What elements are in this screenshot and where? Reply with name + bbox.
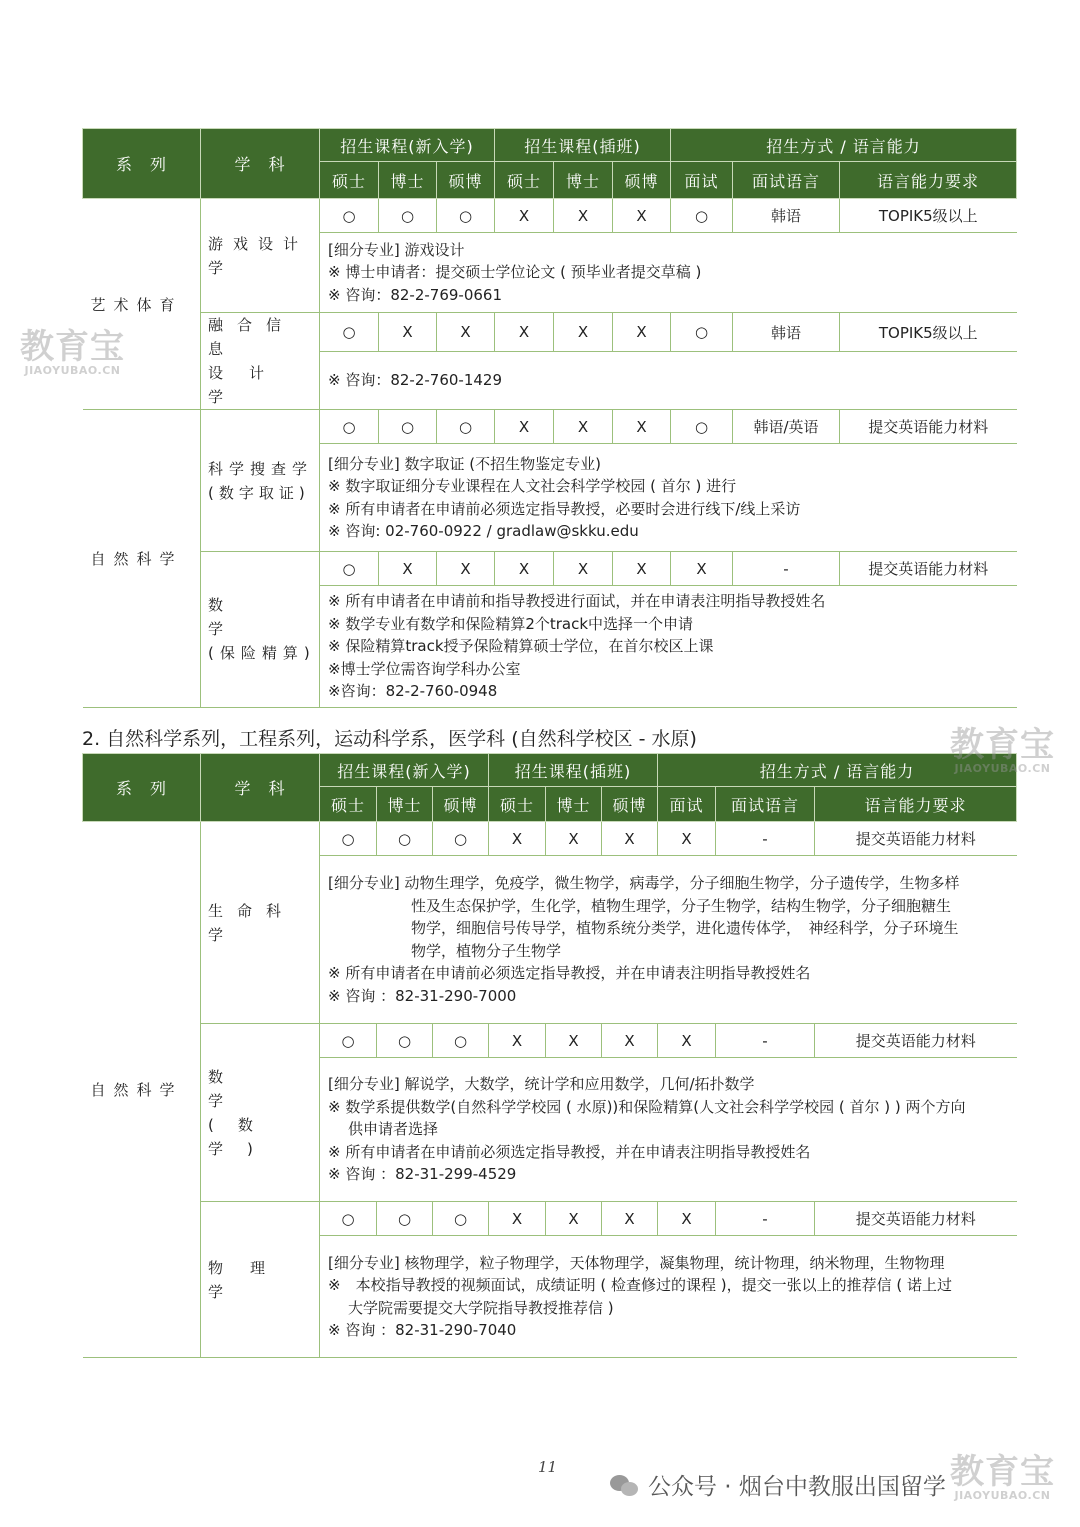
header-transfer-group: 招生课程(插班)	[495, 129, 671, 162]
series-cell: 艺术体育	[83, 199, 201, 410]
mark-cell: ○	[320, 822, 377, 856]
mark-cell: ○	[433, 1202, 489, 1236]
footer	[610, 1468, 946, 1501]
req-cell: 提交英语能力材料	[815, 822, 1017, 856]
mark-cell: X	[613, 313, 671, 352]
mark-cell: ○	[437, 410, 495, 444]
table-row	[83, 199, 1017, 233]
mark-cell: ○	[671, 313, 733, 352]
mark-cell: X	[546, 1024, 602, 1058]
mark-cell: ○	[437, 199, 495, 233]
req-cell: TOPIK5级以上	[840, 199, 1017, 233]
mark-cell: X	[489, 822, 546, 856]
header-combined: 硕博	[602, 787, 658, 822]
mark-cell: ○	[671, 199, 733, 233]
mark-cell: X	[437, 552, 495, 586]
subject-cell: 数学 (保险精算)	[201, 552, 320, 708]
lang-cell: 韩语/英语	[733, 410, 840, 444]
req-cell: 提交英语能力材料	[840, 552, 1017, 586]
notes-cell: [细分专业] 核物理学，粒子物理学，天体物理学，凝集物理，统计物理，纳米物理，生物物理 ※ 本校指导教授的视频面试，成绩证明 ( 检查修过的课程 )，提交一张以上的推荐信 ( 诺上过 大学院需要提交大学院指导教授推荐信 ) ※ 咨询 ：82-31-290-7040	[320, 1236, 1017, 1358]
table-section1	[82, 128, 1017, 708]
wechat-icon	[610, 1473, 640, 1497]
page-number: 11	[538, 1458, 558, 1476]
notes-cell: ※ 所有申请者在申请前和指导教授进行面试，并在申请表注明指导教授姓名 ※ 数学专业有数学和保险精算2个track中选择一个申请 ※ 保险精算track授予保险精算硕士学位，在首尔校区上课 ※博士学位需咨询学科办公室 ※咨询：82-2-760-0948	[320, 586, 1017, 708]
mark-cell: X	[495, 199, 554, 233]
notes-cell: [细分专业] 解说学，大数学，统计学和应用数学，几何/拓扑数学 ※ 数学系提供数学(自然科学学校园 ( 水原))和保险精算(人文社会科学学校园 ( 首尔 ) ) 两个方向 供申请者选择 ※ 所有申请者在申请前必须选定指导教授，并在申请表注明指导教授姓名 ※ 咨询 ：82-31-299-4529	[320, 1058, 1017, 1202]
subject-cell: 游戏设计学	[201, 199, 320, 313]
header-master: 硕士	[320, 162, 379, 199]
section-title: 2. 自然科学系列，工程系列，运动科学系，医学科 (自然科学校区 - 水原)	[82, 728, 697, 750]
lang-cell: 韩语	[733, 313, 840, 352]
watermark-logo: 教育宝 JIAOYUBAO.CN	[950, 725, 1055, 775]
subject-cell: 物理学	[201, 1202, 320, 1358]
subject-cell: 数学 (数学)	[201, 1024, 320, 1202]
header-phd: 博士	[379, 162, 437, 199]
mark-cell: X	[613, 552, 671, 586]
mark-cell: X	[495, 410, 554, 444]
series-cell: 自然科学	[83, 822, 201, 1358]
header-combined: 硕博	[437, 162, 495, 199]
table-row	[83, 313, 1017, 352]
mark-cell: X	[613, 410, 671, 444]
mark-cell: X	[489, 1202, 546, 1236]
table-row	[83, 1202, 1017, 1236]
notes-cell: [细分专业] 动物生理学，免疫学，微生物学，病毒学，分子细胞生物学，分子遗传学，生物多样 性及生态保护学，生化学，植物生理学，分子生物学，结构生物学，分子细胞糖生 物学，细胞信号传导学，植物系统分类学，进化遗传体学， 神经科学，分子环境生 物学，植物分子生物学 ※ 所有申请者在申请前必须选定指导教授，并在申请表注明指导教授姓名 ※ 咨询 ：82-31-290-7000	[320, 856, 1017, 1024]
mark-cell: X	[554, 552, 613, 586]
series-cell: 自然科学	[83, 410, 201, 708]
mark-cell: X	[613, 199, 671, 233]
header-method-group: 招生方式 / 语言能力	[658, 754, 1017, 787]
header-phd: 博士	[377, 787, 433, 822]
req-cell: 提交英语能力材料	[815, 1024, 1017, 1058]
mark-cell: ○	[320, 313, 379, 352]
table-row	[83, 1024, 1017, 1058]
header-combined: 硕博	[433, 787, 489, 822]
header-combined: 硕博	[613, 162, 671, 199]
req-cell: 提交英语能力材料	[840, 410, 1017, 444]
mark-cell: ○	[433, 1024, 489, 1058]
mark-cell: ○	[379, 199, 437, 233]
mark-cell: ○	[320, 199, 379, 233]
mark-cell: X	[554, 199, 613, 233]
mark-cell: X	[554, 313, 613, 352]
mark-cell: X	[495, 313, 554, 352]
mark-cell: X	[546, 1202, 602, 1236]
notes-cell: [细分专业] 数字取证 (不招生物鉴定专业) ※ 数字取证细分专业课程在人文社会科学学校园 ( 首尔 ) 进行 ※ 所有申请者在申请前必须选定指导教授，必要时会进行线下/线上采访 ※ 咨询: 02-760-0922 / gradlaw@skku.edu	[320, 444, 1017, 552]
header-interview: 面试	[671, 162, 733, 199]
notes-cell: ※ 咨询：82-2-760-1429	[320, 352, 1017, 410]
table-row	[83, 410, 1017, 444]
lang-cell: -	[716, 822, 815, 856]
watermark-logo: 教育宝 JIAOYUBAO.CN	[20, 327, 125, 377]
mark-cell: X	[495, 552, 554, 586]
table-section2	[82, 753, 1017, 1358]
lang-cell: -	[733, 552, 840, 586]
mark-cell: ○	[377, 1024, 433, 1058]
table-row	[83, 552, 1017, 586]
mark-cell: X	[437, 313, 495, 352]
header-method-group: 招生方式 / 语言能力	[671, 129, 1017, 162]
subject-cell: 融合信息 设计学	[201, 313, 320, 410]
notes-cell: [细分专业] 游戏设计 ※ 博士申请者：提交硕士学位论文 ( 预毕业者提交草稿 ) ※ 咨询：82-2-769-0661	[320, 233, 1017, 313]
header-subject: 学 科	[201, 754, 320, 822]
header-master: 硕士	[320, 787, 377, 822]
mark-cell: X	[602, 822, 658, 856]
header-new-group: 招生课程(新入学)	[320, 754, 489, 787]
mark-cell: ○	[379, 410, 437, 444]
mark-cell: X	[658, 822, 716, 856]
header-series: 系 列	[83, 754, 201, 822]
mark-cell: ○	[320, 1024, 377, 1058]
mark-cell: X	[546, 822, 602, 856]
header-interview-lang: 面试语言	[733, 162, 840, 199]
header-lang-req: 语言能力要求	[815, 787, 1017, 822]
header-subject: 学 科	[201, 129, 320, 199]
table-row	[83, 822, 1017, 856]
mark-cell: X	[554, 410, 613, 444]
header-interview-lang: 面试语言	[716, 787, 815, 822]
header-phd: 博士	[554, 162, 613, 199]
lang-cell: -	[716, 1024, 815, 1058]
mark-cell: X	[671, 552, 733, 586]
header-new-group: 招生课程(新入学)	[320, 129, 495, 162]
lang-cell: 韩语	[733, 199, 840, 233]
header-transfer-group: 招生课程(插班)	[489, 754, 658, 787]
mark-cell: X	[658, 1202, 716, 1236]
subject-cell: 科学搜查学 (数字取证)	[201, 410, 320, 552]
lang-cell: -	[716, 1202, 815, 1236]
header-interview: 面试	[658, 787, 716, 822]
req-cell: TOPIK5级以上	[840, 313, 1017, 352]
header-series: 系 列	[83, 129, 201, 199]
mark-cell: ○	[320, 552, 379, 586]
mark-cell: X	[602, 1202, 658, 1236]
mark-cell: X	[379, 552, 437, 586]
footer-text: 公众号 · 烟台中教服出国留学	[648, 1474, 946, 1500]
watermark-logo: 教育宝 JIAOYUBAO.CN	[950, 1452, 1055, 1502]
mark-cell: ○	[320, 1202, 377, 1236]
header-lang-req: 语言能力要求	[840, 162, 1017, 199]
mark-cell: ○	[377, 822, 433, 856]
mark-cell: X	[379, 313, 437, 352]
mark-cell: ○	[377, 1202, 433, 1236]
mark-cell: X	[489, 1024, 546, 1058]
mark-cell: ○	[320, 410, 379, 444]
mark-cell: X	[658, 1024, 716, 1058]
subject-cell: 生命科学	[201, 822, 320, 1024]
mark-cell: ○	[671, 410, 733, 444]
req-cell: 提交英语能力材料	[815, 1202, 1017, 1236]
header-phd: 博士	[546, 787, 602, 822]
header-master: 硕士	[495, 162, 554, 199]
header-master: 硕士	[489, 787, 546, 822]
mark-cell: ○	[433, 822, 489, 856]
mark-cell: X	[602, 1024, 658, 1058]
